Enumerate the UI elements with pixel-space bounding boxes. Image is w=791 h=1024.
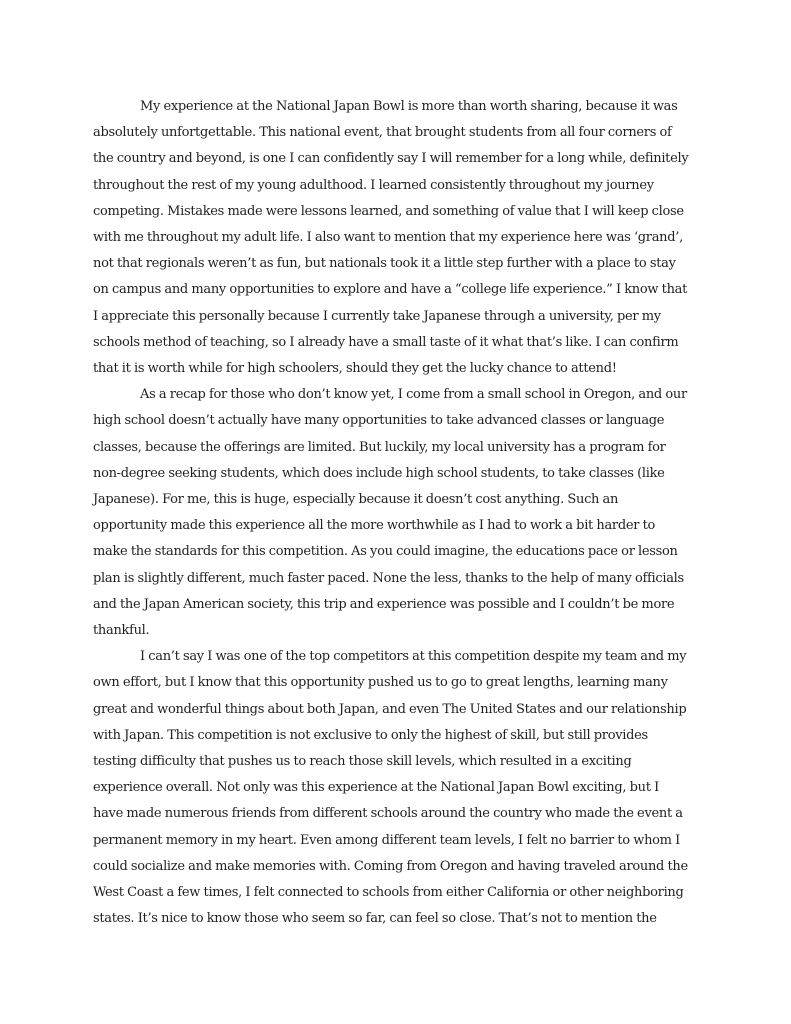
paragraph-2: As a recap for those who don’t know yet, I come from a small school in Oregon, and our high school doesn’t actually have many opportunities to take advanced classes or language classes, because the offerings are limited. But luckily, my local university has a program for non-degree seeking students, which does include high school students, to take classes (like Japanese). For me, this is huge, especially because it doesn’t cost anything. Such an opportunity made this experience all the more worthwhile as I had to work a bit harder to make the standards for this competition. As you could imagine, the educations pace or lesson plan is slightly different, much faster paced. None the less, thanks to the help of many officials and the Japan American society, this trip and experience was possible and I couldn’t be more thankful. — [93, 387, 687, 639]
paragraph-1: My experience at the National Japan Bowl is more than worth sharing, because it was absolutely unfortgettable. This national event, that brought students from all four corners of the country and beyond, is one I can confidently say I will remember for a long while, definitely throughout the rest of my young adulthood. I learned consistently throughout my journey competing. Mistakes made were lessons learned, and something of value that I will keep close with me throughout my adult life. I also want to mention that my experience here was ‘grand’, not that regionals weren’t as fun, but nationals took it a little step further with a place to stay on campus and many opportunities to explore and have a “college life experience.” I know that I appreciate this personally because I currently take Japanese through a university, per my schools method of teaching, so I already have a small taste of it what that’s like. I can confirm that it is worth while for high schoolers, should they get the lucky chance to attend! — [93, 99, 689, 377]
paragraph-3: I can’t say I was one of the top competitors at this competition despite my team and my own effort, but I know that this opportunity pushed us to go to great lengths, learning many great and wonderful things about both Japan, and even The United States and our relationship with Japan. This competition is not exclusive to only the highest of skill, but still provides testing difficulty that pushes us to reach those skill levels, which resulted in a exciting experience overall. Not only was this experience at the National Japan Bowl exciting, but I have made numerous friends from different schools around the country who made the event a permanent memory in my heart. Even among different team levels, I felt no barrier to whom I could socialize and make memories with. Coming from Oregon and having traveled around the West Coast a few times, I felt connected to schools from either California or other neighboring states. It’s nice to know those who seem so far, can feel so close. That’s not to mention the — [93, 649, 688, 927]
essay-body — [93, 94, 691, 933]
